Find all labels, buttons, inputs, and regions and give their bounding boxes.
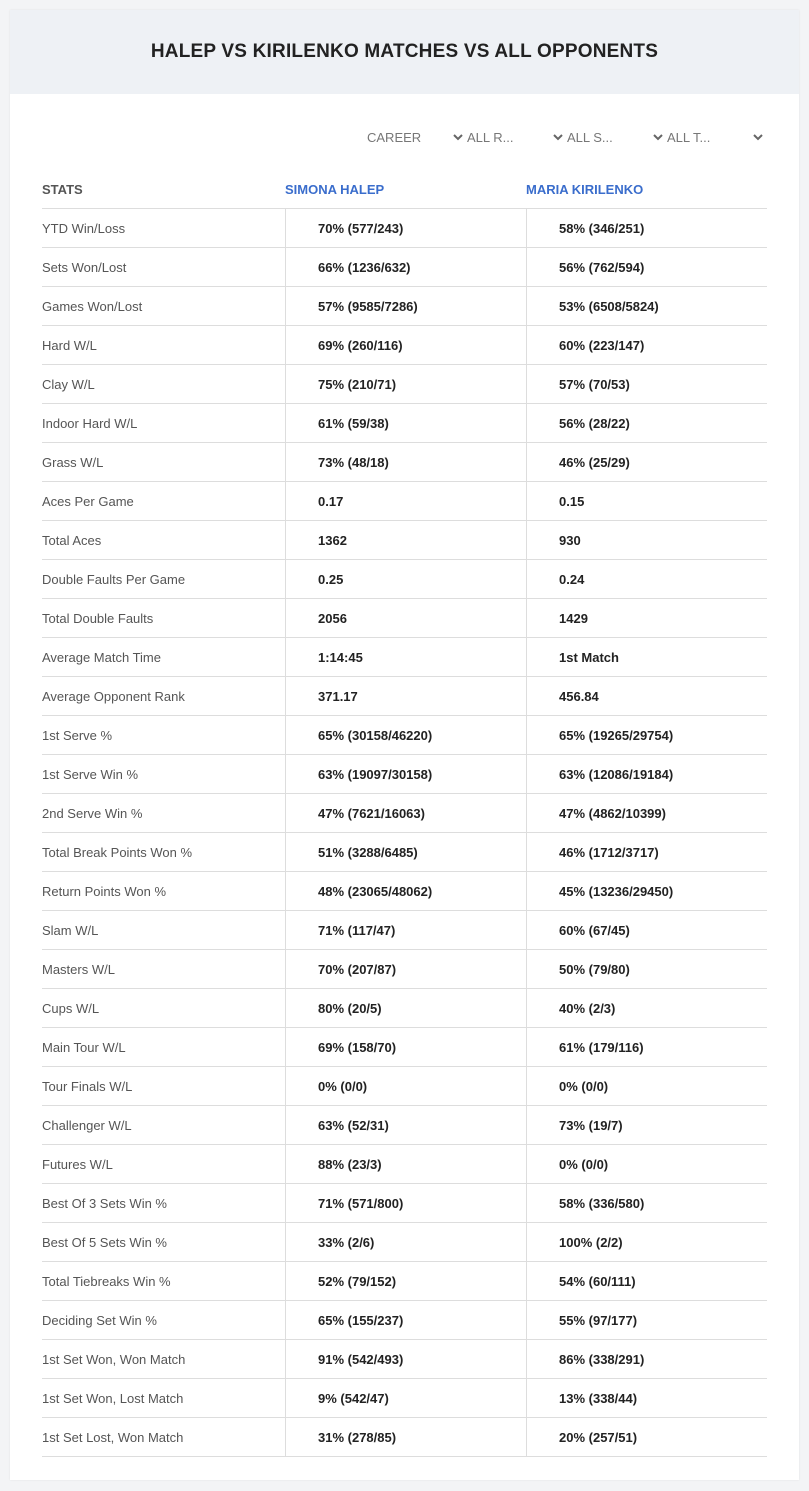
stat-label: Total Break Points Won % [42, 844, 193, 860]
player-a-value: 2056 [285, 599, 526, 637]
player-b-value: 58% (336/580) [526, 1184, 767, 1222]
table-row [42, 1067, 767, 1106]
page-title: HALEP VS KIRILENKO MATCHES VS ALL OPPONENTS [150, 41, 659, 62]
player-a-value: 91% (542/493) [285, 1340, 526, 1378]
table-row [42, 833, 767, 872]
player-b-value: 0.24 [526, 560, 767, 598]
player-b-value: 45% (13236/29450) [526, 872, 767, 910]
table-row [42, 1106, 767, 1145]
filter-tournament-label: ALL T... [667, 129, 711, 145]
player-a-value: 33% (2/6) [285, 1223, 526, 1261]
table-row [42, 248, 767, 287]
stat-label: Cups W/L [42, 1000, 100, 1016]
player-b-link[interactable]: MARIA KIRILENKO [526, 181, 644, 197]
player-a-value: 88% (23/3) [285, 1145, 526, 1183]
player-b-value: 56% (28/22) [526, 404, 767, 442]
table-row [42, 365, 767, 404]
table-header [42, 170, 767, 209]
player-b-value: 60% (223/147) [526, 326, 767, 364]
table-row [42, 638, 767, 677]
table-row [42, 1301, 767, 1340]
table-row [42, 989, 767, 1028]
player-a-value: 70% (577/243) [285, 209, 526, 247]
player-b-value: 1429 [526, 599, 767, 637]
player-b-value: 13% (338/44) [526, 1379, 767, 1417]
table-row [42, 1379, 767, 1418]
table-row [42, 716, 767, 755]
stat-label: Masters W/L [42, 961, 115, 977]
stat-label: Total Double Faults [42, 610, 154, 626]
player-a-value: 48% (23065/48062) [285, 872, 526, 910]
player-b-value: 0.15 [526, 482, 767, 520]
table-row [42, 404, 767, 443]
stat-label: Return Points Won % [42, 883, 167, 899]
player-a-value: 0.17 [285, 482, 526, 520]
stat-label: Main Tour W/L [42, 1039, 126, 1055]
table-row [42, 560, 767, 599]
table-row [42, 1184, 767, 1223]
filter-surface[interactable] [567, 127, 667, 147]
stat-label: Best Of 3 Sets Win % [42, 1195, 167, 1211]
stat-label: Grass W/L [42, 454, 104, 470]
player-b-value: 456.84 [526, 677, 767, 715]
player-b-value: 53% (6508/5824) [526, 287, 767, 325]
chevron-down-icon [551, 130, 565, 144]
stat-label: Best Of 5 Sets Win % [42, 1234, 167, 1250]
filter-period[interactable] [367, 127, 467, 147]
table-row [42, 1262, 767, 1301]
table-row [42, 443, 767, 482]
player-b-value: 60% (67/45) [526, 911, 767, 949]
player-a-value: 71% (571/800) [285, 1184, 526, 1222]
chevron-down-icon [651, 130, 665, 144]
player-b-value: 50% (79/80) [526, 950, 767, 988]
player-b-value: 100% (2/2) [526, 1223, 767, 1261]
player-a-value: 0% (0/0) [285, 1067, 526, 1105]
player-a-value: 61% (59/38) [285, 404, 526, 442]
stats-column-header: STATS [42, 181, 83, 197]
stat-label: Double Faults Per Game [42, 571, 186, 587]
player-b-value: 57% (70/53) [526, 365, 767, 403]
stat-label: Total Aces [42, 532, 102, 548]
player-b-value: 1st Match [526, 638, 767, 676]
card-header [10, 10, 799, 94]
player-a-value: 66% (1236/632) [285, 248, 526, 286]
player-a-value: 69% (260/116) [285, 326, 526, 364]
player-b-value: 930 [526, 521, 767, 559]
player-a-value: 51% (3288/6485) [285, 833, 526, 871]
player-b-value: 0% (0/0) [526, 1145, 767, 1183]
stats-card [10, 10, 799, 1480]
stat-label: Indoor Hard W/L [42, 415, 138, 431]
table-row [42, 287, 767, 326]
player-b-value: 55% (97/177) [526, 1301, 767, 1339]
stat-label: 1st Set Won, Lost Match [42, 1390, 184, 1406]
table-row [42, 1340, 767, 1379]
player-b-value: 47% (4862/10399) [526, 794, 767, 832]
filter-round[interactable] [467, 127, 567, 147]
table-row [42, 326, 767, 365]
player-a-value: 9% (542/47) [285, 1379, 526, 1417]
player-a-value: 1:14:45 [285, 638, 526, 676]
player-a-value: 371.17 [285, 677, 526, 715]
chevron-down-icon [751, 130, 765, 144]
table-row [42, 911, 767, 950]
player-a-value: 65% (155/237) [285, 1301, 526, 1339]
player-a-value: 52% (79/152) [285, 1262, 526, 1300]
player-b-value: 0% (0/0) [526, 1067, 767, 1105]
player-a-value: 73% (48/18) [285, 443, 526, 481]
stat-label: 1st Set Won, Won Match [42, 1351, 186, 1367]
stat-label: Total Tiebreaks Win % [42, 1273, 171, 1289]
player-b-value: 46% (1712/3717) [526, 833, 767, 871]
player-a-link[interactable]: SIMONA HALEP [285, 181, 385, 197]
stat-label: Tour Finals W/L [42, 1078, 133, 1094]
player-b-value: 73% (19/7) [526, 1106, 767, 1144]
stat-label: Games Won/Lost [42, 298, 143, 314]
player-b-value: 20% (257/51) [526, 1418, 767, 1456]
player-b-value: 65% (19265/29754) [526, 716, 767, 754]
filter-bar [367, 127, 767, 147]
stat-label: Hard W/L [42, 337, 97, 353]
stat-label: 1st Serve % [42, 727, 113, 743]
filter-surface-label: ALL S... [567, 129, 613, 145]
table-row [42, 1145, 767, 1184]
stat-label: Slam W/L [42, 922, 99, 938]
stat-label: 1st Set Lost, Won Match [42, 1429, 184, 1445]
stat-label: 1st Serve Win % [42, 766, 139, 782]
table-row [42, 482, 767, 521]
filter-period-label: CAREER [367, 129, 422, 145]
table-row [42, 950, 767, 989]
table-row [42, 599, 767, 638]
player-b-value: 61% (179/116) [526, 1028, 767, 1066]
player-b-value: 56% (762/594) [526, 248, 767, 286]
table-row [42, 1223, 767, 1262]
player-a-value: 63% (52/31) [285, 1106, 526, 1144]
player-a-value: 31% (278/85) [285, 1418, 526, 1456]
stat-label: Challenger W/L [42, 1117, 132, 1133]
stat-label: Deciding Set Win % [42, 1312, 157, 1328]
player-a-value: 75% (210/71) [285, 365, 526, 403]
stat-label: 2nd Serve Win % [42, 805, 143, 821]
stats-table [42, 209, 767, 1457]
player-b-value: 46% (25/29) [526, 443, 767, 481]
filter-tournament[interactable] [667, 127, 767, 147]
player-a-value: 71% (117/47) [285, 911, 526, 949]
player-a-value: 69% (158/70) [285, 1028, 526, 1066]
player-a-value: 57% (9585/7286) [285, 287, 526, 325]
player-b-value: 58% (346/251) [526, 209, 767, 247]
player-a-value: 70% (207/87) [285, 950, 526, 988]
stat-label: Average Match Time [42, 649, 161, 665]
player-b-value: 54% (60/111) [526, 1262, 767, 1300]
player-a-value: 65% (30158/46220) [285, 716, 526, 754]
player-a-value: 1362 [285, 521, 526, 559]
chevron-down-icon [451, 130, 465, 144]
player-a-value: 47% (7621/16063) [285, 794, 526, 832]
stat-label: YTD Win/Loss [42, 220, 126, 236]
player-a-value: 0.25 [285, 560, 526, 598]
table-row [42, 872, 767, 911]
table-row [42, 1028, 767, 1067]
player-a-value: 63% (19097/30158) [285, 755, 526, 793]
table-row [42, 1418, 767, 1457]
table-row [42, 521, 767, 560]
stat-label: Futures W/L [42, 1156, 113, 1172]
stat-label: Clay W/L [42, 376, 95, 392]
player-b-value: 63% (12086/19184) [526, 755, 767, 793]
stat-label: Aces Per Game [42, 493, 134, 509]
player-b-value: 86% (338/291) [526, 1340, 767, 1378]
player-a-value: 80% (20/5) [285, 989, 526, 1027]
table-row [42, 755, 767, 794]
stat-label: Average Opponent Rank [42, 688, 185, 704]
stat-label: Sets Won/Lost [42, 259, 127, 275]
player-b-value: 40% (2/3) [526, 989, 767, 1027]
filter-round-label: ALL R... [467, 129, 514, 145]
table-row [42, 209, 767, 248]
table-row [42, 677, 767, 716]
table-row [42, 794, 767, 833]
